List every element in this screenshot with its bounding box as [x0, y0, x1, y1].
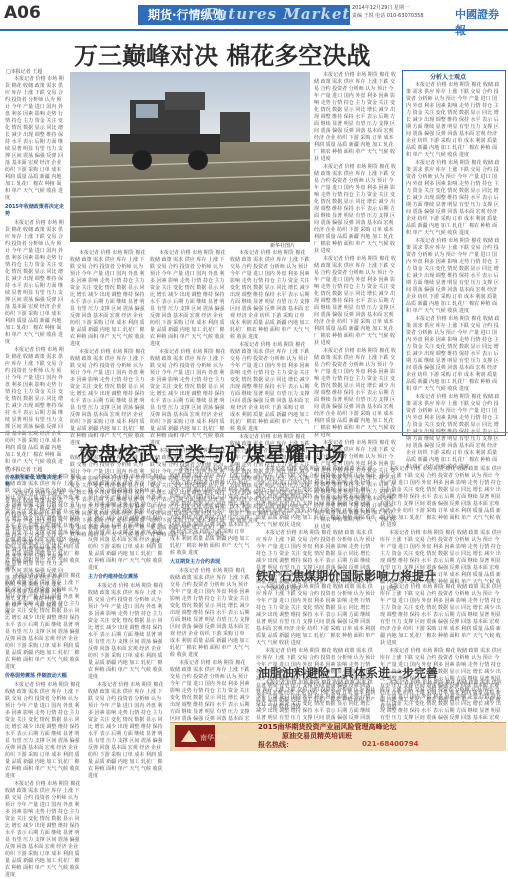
newspaper-brand: 中國證券 [455, 8, 499, 21]
article-column [70, 250, 146, 430]
cotton-harvest-photo [70, 72, 310, 242]
ad-training-title: 原油交易员精英培训班 [282, 732, 352, 740]
article-column [380, 584, 504, 660]
nanhua-logo-icon [175, 725, 228, 747]
editor-line: 责编 王锐 电话 010-63070358 [352, 13, 424, 19]
subhead: 2015年收储政策将决定走势 [5, 204, 64, 217]
headline-iron-ore: 铁矿石焦煤期价国际影响力将提升 [256, 569, 437, 583]
sidebar-text [406, 82, 502, 430]
subhead: 主力合约维持低位震荡 [88, 574, 139, 580]
page-number: A06 [4, 3, 41, 23]
article-column [5, 474, 83, 744]
subhead: 大豆期货主力合约表现 [170, 559, 221, 565]
article-column [150, 250, 226, 430]
article-column [230, 250, 310, 430]
date-line: 2014年12月29日 星期一 [352, 5, 410, 11]
subhead: 价格跌至新低 政策决定走势 [5, 475, 62, 488]
subhead: 价格弱势震荡 伴随波动大幅 [5, 673, 67, 679]
article-column [170, 466, 250, 744]
ad-hotline-number[interactable]: 021-68400794 [362, 740, 419, 748]
article-column [256, 466, 376, 562]
section-title: 期货·行情纵览 [148, 8, 225, 22]
article-column [380, 680, 504, 720]
header-rule [0, 29, 508, 31]
article-column [314, 72, 398, 430]
photo-caption: 新华社图片 [270, 243, 296, 249]
section-divider [0, 432, 508, 433]
article-column [380, 466, 504, 562]
page-header [0, 0, 508, 30]
headline-main: 万三巅峰对决 棉花多空决战 [74, 42, 371, 70]
byline: □本报记者 王超 [6, 69, 43, 75]
headline-secondary: 夜盘炫武 豆类与矿煤星耀市场 [78, 442, 345, 466]
ad-forum-title: 2015南华期货投资产业届风险管理高峰论坛 [258, 723, 397, 731]
section-title-english: Futures Market [205, 5, 351, 23]
byline: □本报记者 王超 [6, 467, 43, 473]
sidebar-title: 分析人士观点 [430, 74, 467, 81]
article-column [256, 584, 376, 660]
article-column [88, 474, 166, 744]
logo-text: 南华期货 [200, 734, 228, 742]
article-column [256, 680, 376, 720]
ad-hotline-label: 报名热线： [258, 741, 293, 749]
headline-oils: 油脂油料避险工具体系进一步完善 [258, 666, 439, 680]
